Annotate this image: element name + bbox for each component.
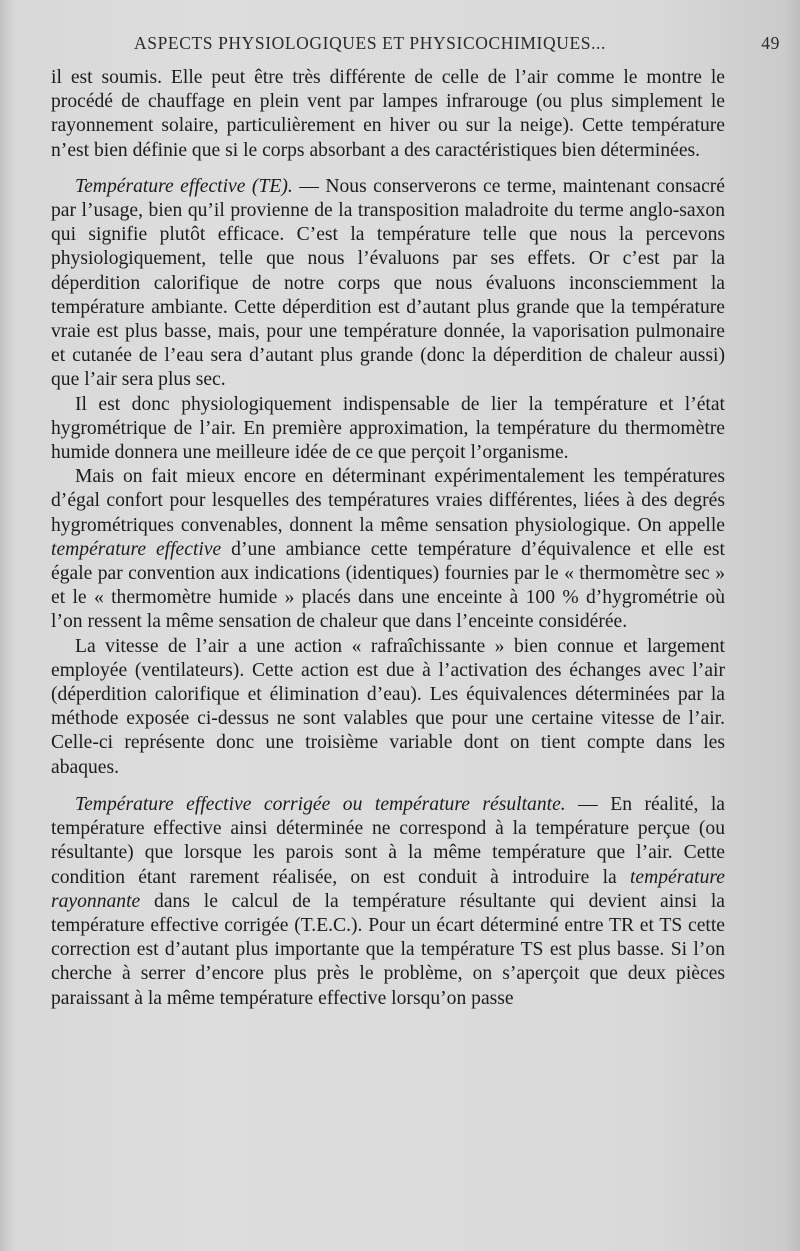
paragraph-6 <box>51 793 725 1011</box>
page-number: 49 <box>761 33 780 53</box>
term-temperature-rayonnante: température rayonnante <box>51 866 725 912</box>
term-temperature-effective: température effective <box>51 538 222 560</box>
paragraph-5: La vitesse de l’air a une action « rafraîchissante » bien connue et largement employée (ventilateurs). Cette action est due à l’activation des échanges avec l’air (déperdition calorifique et élimination d’eau). Les équivalences déterminées par la méthode exposée ci-dessus ne sont valables que pour une certaine vitesse de l’air. Celle-ci représente donc une troisième variable dont on tient compte dans les abaques. <box>51 635 725 778</box>
paragraph-6-text-b: dans le calcul de la température résultante qui devient ainsi la température effective corrigée (T.E.C.). Pour un écart déterminé entre TR et TS cette correction est d’autant plus importante que la température TS est plus basse. Si l’on cherche à serrer d’encore plus près le problème, on s’aperçoit que deux pièces paraissant à la même température effective lorsqu’on passe <box>51 890 725 1009</box>
running-title: ASPECTS PHYSIOLOGIQUES ET PHYSICOCHIMIQUES... <box>134 33 607 53</box>
paragraph-2 <box>51 175 725 393</box>
paragraph-1: il est soumis. Elle peut être très différente de celle de l’air comme le montre le procédé de chauffage en plein vent par lampes infrarouge (ou plus simplement le rayonnement solaire, particulièrement en hiver ou sur la neige). Cette température n’est bien définie que si le corps absorbant a des caractéristiques bien déterminées. <box>51 67 725 161</box>
section-heading-tec: Température effective corrigée ou température résultante. <box>75 793 566 815</box>
paragraph-6-text-a: — En réalité, la température effective ainsi déterminée ne correspond à la température perçue (ou résultante) que lorsque les parois sont à la même température que l’air. Cette condition étant rarement réalisée, on est conduit à introduire la <box>51 793 725 888</box>
running-head <box>134 33 780 57</box>
body-text <box>51 66 725 1011</box>
paragraph-4-text-a: Mais on fait mieux encore en déterminant expérimentalement les températures d’égal confort pour lesquelles des températures vraies différentes, liées à des degrés hygrométriques convenables, donnent la même sensation physiologique. On appelle <box>51 466 725 536</box>
paragraph-2-text: — Nous conserverons ce terme, maintenant consacré par l’usage, bien qu’il provienne de la transposition maladroite du terme anglo-saxon qui signifie plutôt efficace. C’est la température telle que nous la percevons physiologiquement, telle que nous l’évaluons par ses effets. Or c’est par la déperdition calorifique de notre corps que nous évaluons inconsciemment la température ambiante. Cette déperdition est d’autant plus grande que la température vraie est plus basse, mais, pour une température donnée, la vaporisation pulmonaire et cutanée de l’eau sera d’autant plus grande (donc la déperdition de chaleur aussi) que l’air sera plus sec. <box>51 175 725 391</box>
paragraph-4-text-b: d’une ambiance cette température d’équivalence et elle est égale par convention aux indications (identiques) fournies par le « thermomètre sec » et le « thermomètre humide » placés dans une enceinte à 100 % d’hygrométrie où l’on ressent la même sensation de chaleur que dans l’enceinte considérée. <box>51 538 725 633</box>
paragraph-3: Il est donc physiologiquement indispensable de lier la température et l’état hygrométrique de l’air. En première approximation, la température du thermomètre humide donnera une meilleure idée de ce que perçoit l’organisme. <box>51 393 725 464</box>
section-heading-te: Température effective (TE). <box>75 175 293 197</box>
paragraph-4 <box>51 465 725 634</box>
